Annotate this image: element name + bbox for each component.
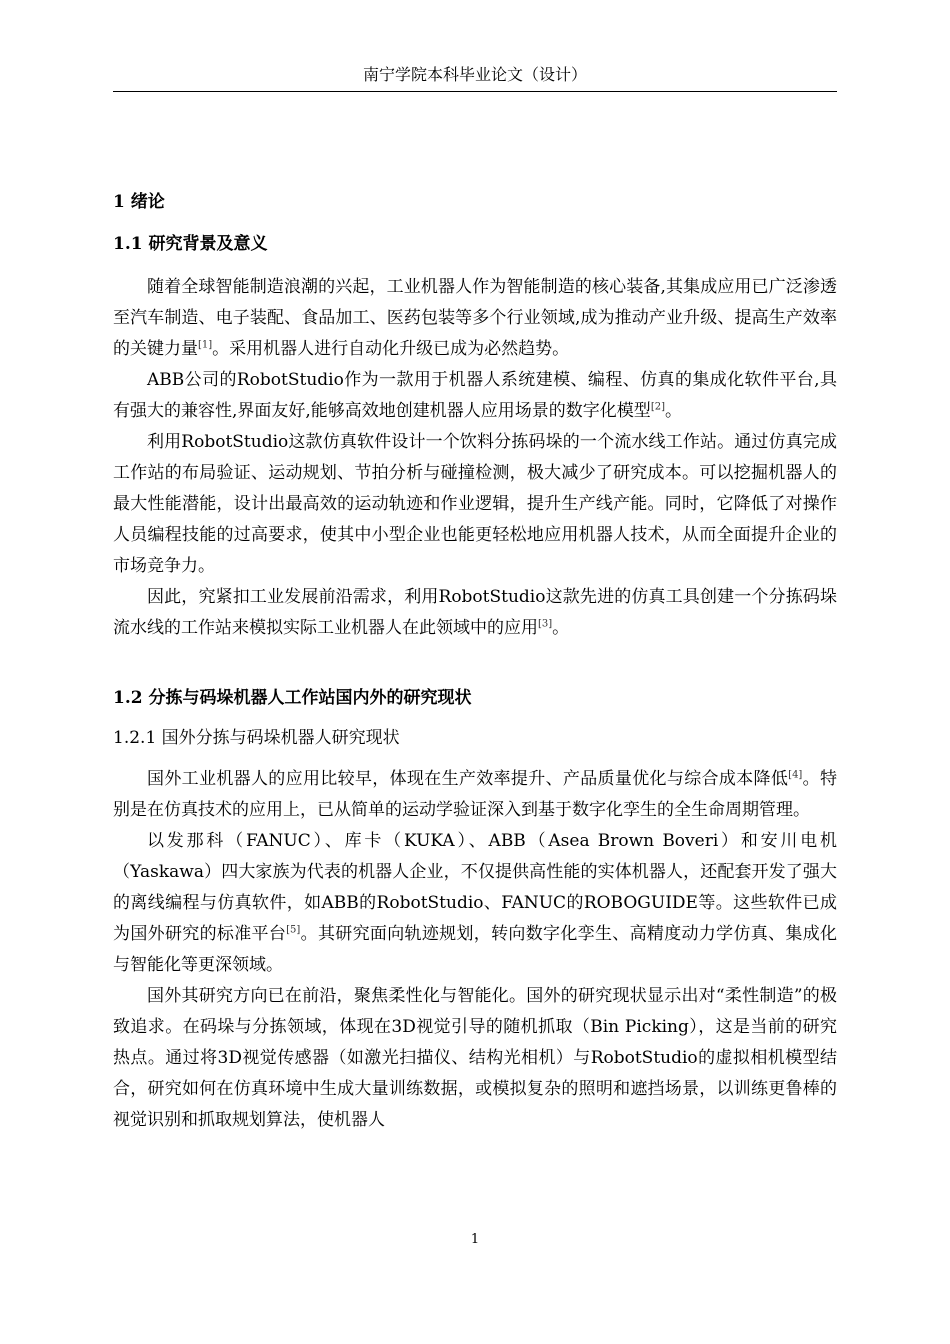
page-body xyxy=(113,190,837,1136)
citation-ref: [4] xyxy=(788,769,803,781)
subsection-title-1-2-1: 1.2.1 国外分拣与码垛机器人研究现状 xyxy=(113,728,400,748)
paragraph: ABB公司的RobotStudio作为一款用于机器人系统建模、编程、仿真的集成化软件平台,具有强大的兼容性,界面友好,能够高效地创建机器人应用场景的数字化模型[2]。 xyxy=(113,370,837,421)
paragraph: 国外工业机器人的应用比较早，体现在生产效率提升、产品质量优化与综合成本降低[4]。特别是在仿真技术的应用上，已从简单的运动学验证深入到基于数字化孪生的全生命周期管理。 xyxy=(113,769,838,820)
paragraph: 国外其研究方向已在前沿，聚焦柔性化与智能化。国外的研究现状显示出对“柔性制造”的极致追求。在码垛与分拣领域，体现在3D视觉引导的随机抓取（Bin Picking），这是当前的研究热点。通过将3D视觉传感器（如激光扫描仪、结构光相机）与RobotStudio的虚拟相机模型结合，研究如何在仿真环境中生成大量训练数据，或模拟复杂的照明和遮挡场景，以训练更鲁棒的视觉识别和抓取规划算法，使机器人 xyxy=(113,986,837,1130)
paragraph: 随着全球智能制造浪潮的兴起，工业机器人作为智能制造的核心装备,其集成应用已广泛渗透至汽车制造、电子装配、食品加工、医药包装等多个行业领域,成为推动产业升级、提高生产效率的关键力量[1]。采用机器人进行自动化升级已成为必然趋势。 xyxy=(113,277,837,359)
section-title-1-1: 1.1 研究背景及意义 xyxy=(113,234,268,254)
section-title-1-2: 1.2 分拣与码垛机器人工作站国内外的研究现状 xyxy=(113,688,472,708)
citation-ref: [2] xyxy=(650,401,665,413)
chapter-title: 1 绪论 xyxy=(113,192,165,212)
paragraph: 以发那科（FANUC）、库卡（KUKA）、ABB（Asea Brown Boveri）和安川电机（Yaskawa）四大家族为代表的机器人企业，不仅提供高性能的实体机器人，还配套开发了强大的离线编程与仿真软件，如ABB的RobotStudio、FANUC的ROBOGUIDE等。这些软件已成为国外研究的标准平台[5]。其研究面向轨迹规划，转向数字化孪生、高精度动力学仿真、集成化与智能化等更深领域。 xyxy=(113,831,838,975)
header-rule xyxy=(113,91,837,92)
paragraph: 利用RobotStudio这款仿真软件设计一个饮料分拣码垛的一个流水线工作站。通过仿真完成工作站的布局验证、运动规划、节拍分析与碰撞检测，极大减少了研究成本。可以挖掘机器人的最大性能潜能，设计出最高效的运动轨迹和作业逻辑，提升生产线产能。同时，它降低了对操作人员编程技能的过高要求，使其中小型企业也能更轻松地应用机器人技术，从而全面提升企业的市场竞争力。 xyxy=(113,432,837,576)
citation-ref: [5] xyxy=(286,924,301,936)
citation-ref: [3] xyxy=(538,618,553,630)
paragraph: 因此，究紧扣工业发展前沿需求，利用RobotStudio这款先进的仿真工具创建一个分拣码垛流水线的工作站来模拟实际工业机器人在此领域中的应用[3]。 xyxy=(113,587,837,638)
citation-ref: [1] xyxy=(198,339,213,351)
page-number: 1 xyxy=(470,1232,480,1247)
running-header: 南宁学院本科毕业论文（设计） xyxy=(362,65,587,84)
